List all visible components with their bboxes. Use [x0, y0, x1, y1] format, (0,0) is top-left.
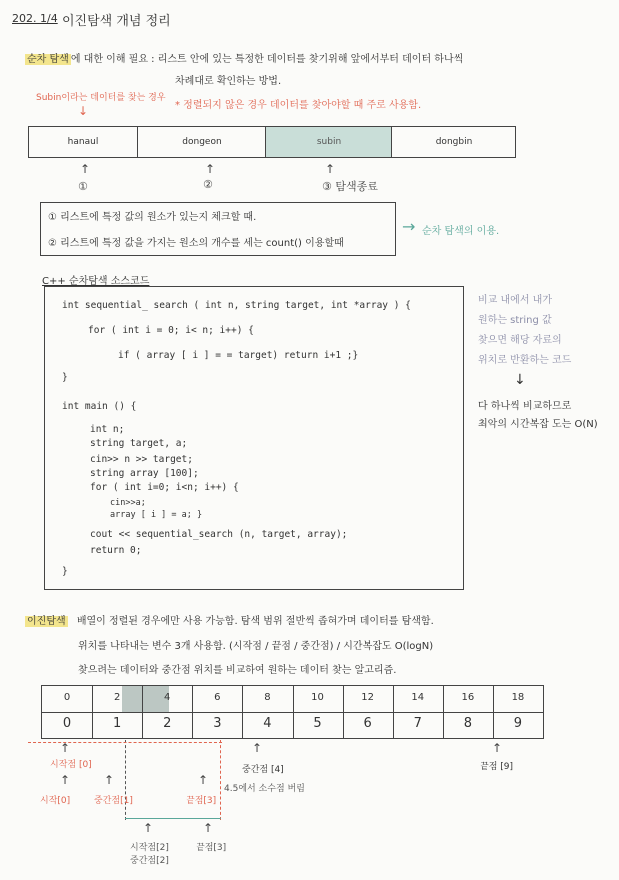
label-end9: 끝점 [9] [480, 762, 513, 772]
code-line: for ( int i = 0; i< n; i++) { [88, 325, 254, 336]
binary-value-cell: 10 [311, 692, 324, 703]
code-line: for ( int i=0; i<n; i++) { [90, 482, 239, 493]
code-side-note-line: 원하는 string 값 [478, 315, 552, 326]
binary-heading [25, 612, 434, 627]
code-side-note-line: 찾으면 해당 자료의 [478, 335, 562, 346]
code-line: string array [100]; [90, 468, 199, 479]
seq-cell-1: dongeon [137, 127, 266, 157]
up-arrow-icon: ↑ [80, 162, 91, 176]
code-side-result-line: 다 하나씩 비교하므로 [478, 401, 572, 412]
code-side-note-line: 위치로 반환하는 코드 [478, 355, 572, 366]
label-mid1: 중간점[1] [94, 796, 133, 806]
up-arrow-icon: ↑ [198, 773, 209, 787]
dashed-guide [125, 740, 126, 820]
code-line: cout << sequential_search (n, target, array); [90, 529, 348, 540]
seq-heading-highlight: 순차 탐색 [27, 54, 69, 65]
seq-cell-3: dongbin [391, 127, 516, 157]
label-start0: 시작점 [0] [50, 760, 92, 770]
seq-heading [25, 50, 463, 65]
code-line: int n; [90, 424, 125, 435]
binary-heading-highlight: 이진탐색 [27, 616, 66, 627]
up-arrow-icon: ↑ [203, 821, 214, 835]
code-side-result [478, 398, 598, 434]
step-2: ② [203, 178, 213, 191]
binary-value-cell: 8 [264, 692, 271, 703]
page-title: 이진탐색 개념 정리 [62, 14, 171, 29]
up-arrow-icon: ↑ [492, 741, 503, 755]
code-line: } [62, 566, 68, 577]
binary-index-cell: 6 [363, 716, 372, 731]
binary-value-cell: 6 [214, 692, 221, 703]
binary-index-cell: 8 [463, 716, 472, 731]
binary-value-cell: 12 [361, 692, 374, 703]
label-start2: 시작점[2] [130, 843, 169, 853]
up-arrow-icon: ↑ [325, 162, 336, 176]
binary-value-cell: 4 [164, 692, 171, 703]
date-label: 202. 1/4 [12, 12, 58, 25]
range-bracket [125, 818, 221, 819]
label-mid4: 중간점 [4] [242, 765, 284, 775]
binary-value-cell: 16 [461, 692, 475, 703]
up-arrow-icon: ↑ [205, 162, 216, 176]
code-line: array [ i ] = a; } [110, 510, 203, 520]
binary-line3: 찾으려는 데이터와 중간점 위치를 비교하여 원하는 데이터 찾는 알고리즘. [78, 665, 397, 676]
up-arrow-icon: ↑ [60, 741, 71, 755]
binary-index-cell: 3 [213, 716, 222, 731]
binary-cells [42, 686, 543, 738]
binary-value-cell: 14 [411, 692, 425, 703]
binary-index-cell: 0 [62, 716, 72, 731]
up-arrow-icon: ↑ [252, 741, 263, 755]
code-line: int sequential_ search ( int n, string target, int *array ) { [62, 300, 411, 311]
up-arrow-icon: ↑ [104, 773, 115, 787]
code-line: return 0; [90, 545, 142, 556]
seq-heading-line2: 차례대로 확인하는 방법. [175, 76, 282, 87]
binary-array [41, 685, 544, 739]
subin-arrow-icon: ↓ [78, 104, 89, 118]
range-bracket [28, 742, 222, 743]
binary-index-cell: 2 [163, 716, 172, 731]
dashed-guide [220, 740, 221, 820]
note-45: 4.5에서 소수점 버림 [224, 784, 305, 794]
subin-note: Subin이라는 데이터를 찾는 경우 [36, 93, 166, 103]
code-title: C++ 순차탐색 소스코드 [42, 276, 150, 287]
binary-index-cell: 7 [413, 716, 422, 731]
code-line: int main () { [62, 401, 137, 412]
binary-index-cell: 4 [263, 716, 272, 731]
code-line: cin>> n >> target; [90, 454, 193, 465]
label-mid2: 중간점[2] [130, 856, 169, 866]
seq-use-1: ① 리스트에 특정 값의 원소가 있는지 체크할 때. [48, 212, 257, 223]
code-side-note [478, 291, 571, 371]
binary-heading-text: 배열이 정렬된 경우에만 사용 가능함. 탐색 범위 절반씩 좁혀가며 데이터를 탐색함. [76, 616, 434, 627]
seq-heading-text: 에 대한 이해 필요 : 리스트 안에 있는 특정한 데이터를 찾기위해 앞에서부터 데이터 하나씩 [70, 54, 464, 65]
step-3: ③ 탐색종료 [322, 180, 378, 193]
seq-uses-side: 순차 탐색의 이용. [422, 226, 500, 237]
code-side-note-line: 비교 내에서 내가 [478, 295, 552, 306]
binary-index-cell: 5 [313, 716, 322, 731]
binary-value-cell: 0 [63, 692, 71, 703]
seq-array [28, 126, 516, 158]
code-line: } [62, 372, 68, 383]
binary-line2: 위치를 나타내는 변수 3개 사용함. (시작점 / 끝점 / 중간점) / 시간복잡도 O(logN) [78, 641, 434, 652]
label-end3: 끝점[3] [186, 796, 217, 806]
seq-note: * 정렬되지 않은 경우 데이터를 찾아야할 때 주로 사용함. [175, 100, 422, 111]
right-arrow-icon: → [402, 217, 416, 236]
code-line: string target, a; [90, 438, 188, 449]
binary-index-cell: 1 [113, 716, 122, 731]
binary-value-cell: 2 [113, 692, 121, 703]
code-line: cin>>a; [110, 498, 146, 508]
step-1: ① [78, 180, 88, 193]
binary-index-cell: 9 [513, 716, 523, 731]
label-end3b: 끝점[3] [196, 843, 227, 853]
code-line: if ( array [ i ] = = target) return i+1 ;} [118, 350, 359, 361]
up-arrow-icon: ↑ [60, 773, 71, 787]
label-start: 시작[0] [40, 796, 71, 806]
binary-value-cell: 18 [511, 692, 525, 703]
down-arrow-icon: ↓ [514, 372, 526, 388]
up-arrow-icon: ↑ [143, 821, 154, 835]
seq-use-2: ② 리스트에 특정 값을 가지는 원소의 개수를 세는 count() 이용할때 [48, 238, 344, 249]
seq-cell-2: subin [265, 127, 392, 157]
seq-cell-0: hanaul [67, 137, 99, 147]
code-side-result-line: 최악의 시간복잡 도는 O(N) [478, 419, 598, 430]
